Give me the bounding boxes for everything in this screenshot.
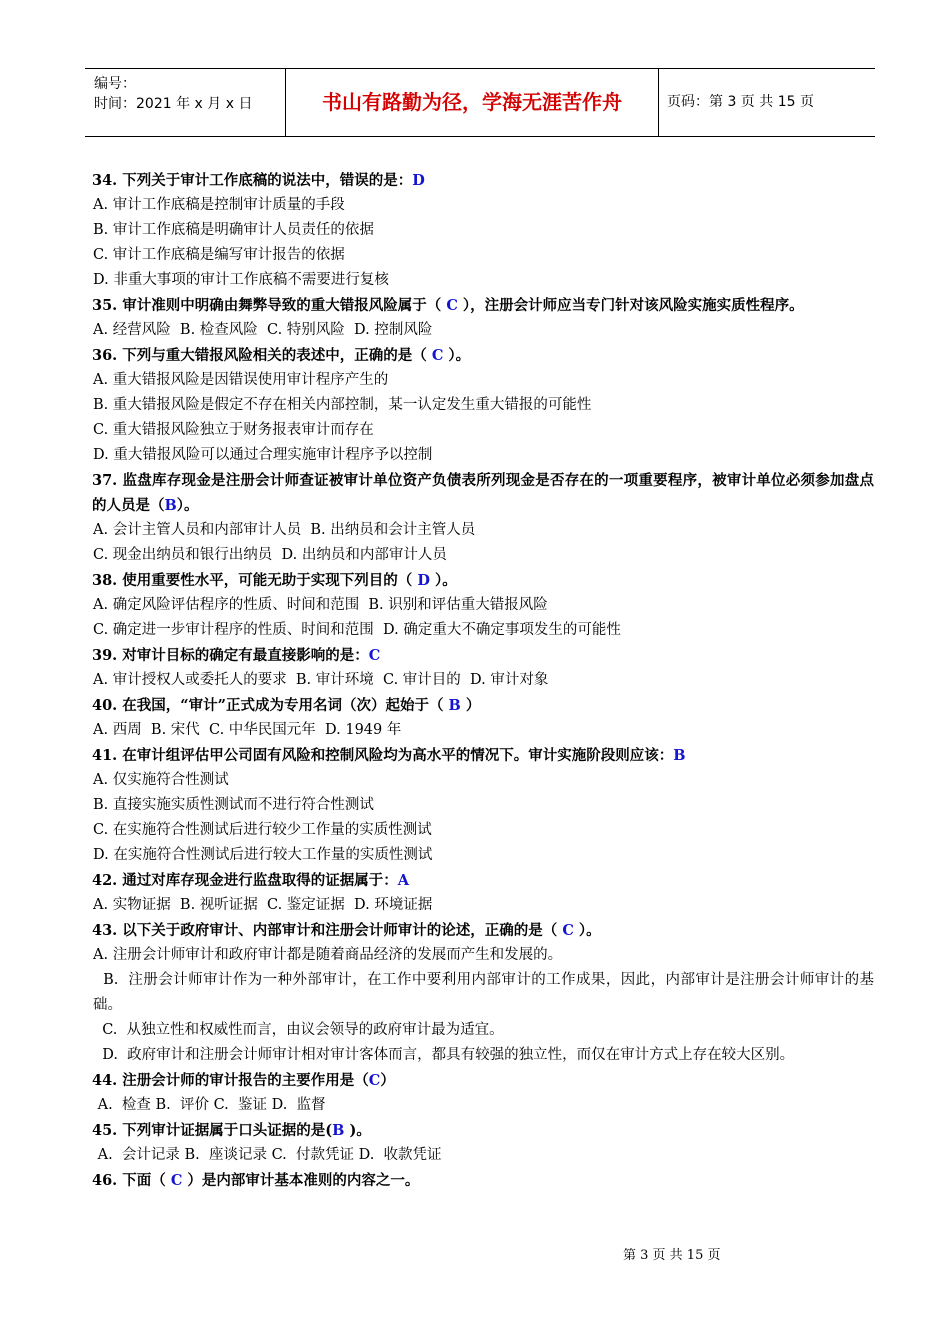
question-stem	[92, 693, 874, 718]
question-list	[92, 168, 874, 1193]
answer-option: A. 注册会计师审计和政府审计都是随着商品经济的发展而产生和发展的。	[93, 947, 563, 963]
header-motto: 书山有路勤为径，学海无涯苦作舟	[285, 69, 659, 136]
question-text: 35. 审计准则中明确由舞弊导致的重大错报风险属于（	[92, 297, 447, 314]
question-text-tail: ）。	[429, 572, 457, 589]
answer-option: C. 审计工作底稿是编写审计报告的依据	[93, 247, 345, 263]
question-text: 37. 监盘库存现金是注册会计师查证被审计单位资产负债表所列现金是否存在的一项重要程序，被审计单位必须参加盘点的人员是（	[92, 472, 874, 514]
page-footer: 第 3 页 共 15 页	[623, 1248, 721, 1263]
answer-option: A. 审计授权人或委托人的要求 B. 审计环境 C. 审计目的 D. 审计对象	[93, 672, 549, 688]
question-text-tail: ）	[380, 1072, 395, 1089]
question-stem	[92, 168, 874, 193]
question-text-tail: ）。	[176, 497, 199, 514]
answer-letter: C	[368, 1072, 381, 1089]
answer-option: A. 确定风险评估程序的性质、时间和范围 B. 识别和评估重大错报风险	[93, 597, 548, 613]
header-page-info: 页码：第 3 页 共 15 页	[667, 94, 814, 110]
question-text-tail: ）。	[573, 922, 601, 939]
answer-option: C. 重大错报风险独立于财务报表审计而存在	[93, 422, 374, 438]
answer-option: C. 确定进一步审计程序的性质、时间和范围 D. 确定重大不确定事项发生的可能性	[93, 622, 621, 638]
answer-option: C. 从独立性和权威性而言，由议会领导的政府审计最为适宜。	[93, 1022, 504, 1038]
question-stem	[92, 1118, 874, 1143]
answer-letter: B	[164, 497, 177, 514]
question-stem	[92, 868, 874, 893]
answer-option: D. 非重大事项的审计工作底稿不需要进行复核	[93, 272, 389, 288]
question-text: 38. 使用重要性水平，可能无助于实现下列目的（	[92, 572, 418, 589]
answer-option: D. 在实施符合性测试后进行较大工作量的实质性测试	[93, 847, 433, 863]
answer-letter: C	[446, 297, 458, 314]
answer-option: A. 会计主管人员和内部审计人员 B. 出纳员和会计主管人员	[93, 522, 476, 538]
question-text: 42. 通过对库存现金进行监盘取得的证据属于：	[92, 872, 398, 889]
question-stem	[92, 468, 874, 518]
answer-letter: A	[397, 872, 410, 889]
question-text: 44. 注册会计师的审计报告的主要作用是（	[92, 1072, 369, 1089]
question-text: 46. 下面（	[92, 1172, 171, 1189]
answer-option: A. 仅实施符合性测试	[93, 772, 229, 788]
question-stem	[92, 918, 874, 943]
answer-option: A. 重大错报风险是因错误使用审计程序产生的	[93, 372, 389, 388]
question-stem	[92, 743, 874, 768]
question-text-tail: ）	[460, 697, 481, 714]
answer-letter: B	[448, 697, 461, 714]
answer-option: A. 实物证据 B. 视听证据 C. 鉴定证据 D. 环境证据	[93, 897, 433, 913]
answer-letter: B	[332, 1122, 345, 1139]
question-text: 34. 下列关于审计工作底稿的说法中，错误的是：	[92, 172, 413, 189]
question-text-tail: ）。	[443, 347, 471, 364]
question-text: 39. 对审计目标的确定有最直接影响的是：	[92, 647, 369, 664]
question-stem	[92, 1168, 874, 1193]
question-text: 36. 下列与重大错报风险相关的表述中，正确的是（	[92, 347, 432, 364]
time-label: 时间：2021 年 x 月 x 日	[94, 96, 253, 112]
question-stem	[92, 1068, 874, 1093]
answer-option: A. 经营风险 B. 检查风险 C. 特别风险 D. 控制风险	[93, 322, 433, 338]
answer-letter: B	[673, 747, 686, 764]
header-meta	[85, 69, 285, 136]
question-stem	[92, 643, 874, 668]
answer-option: C. 现金出纳员和银行出纳员 D. 出纳员和内部审计人员	[93, 547, 447, 563]
answer-option: B. 审计工作底稿是明确审计人员责任的依据	[93, 222, 374, 238]
question-text-tail: ）是内部审计基本准则的内容之一。	[182, 1172, 420, 1189]
question-text: 43. 以下关于政府审计、内部审计和注册会计师审计的论述，正确的是（	[92, 922, 563, 939]
question-stem	[92, 293, 874, 318]
page-header	[85, 68, 875, 137]
question-stem	[92, 343, 874, 368]
answer-option: C. 在实施符合性测试后进行较少工作量的实质性测试	[93, 822, 432, 838]
answer-letter: C	[562, 922, 574, 939]
question-text-tail: )。	[344, 1122, 371, 1139]
answer-letter: C	[431, 347, 444, 364]
answer-option: A. 审计工作底稿是控制审计质量的手段	[93, 197, 345, 213]
answer-option: A. 检查 B. 评价 C. 鉴证 D. 监督	[93, 1097, 326, 1113]
question-text: 40. 在我国，“审计”正式成为专用名词（次）起始于（	[92, 697, 449, 714]
answer-letter: D	[417, 572, 430, 589]
answer-option: D. 重大错报风险可以通过合理实施审计程序予以控制	[93, 447, 433, 463]
question-text-tail: ），注册会计师应当专门针对该风险实施实质性程序。	[457, 297, 804, 314]
question-text: 41. 在审计组评估甲公司固有风险和控制风险均为高水平的情况下。审计实施阶段则应该：	[92, 747, 674, 764]
question-stem	[92, 568, 874, 593]
number-label: 编号：	[94, 76, 136, 92]
answer-letter: C	[170, 1172, 183, 1189]
answer-option: D. 政府审计和注册会计师审计相对审计客体而言，都具有较强的独立性，而仅在审计方式上存在较大区别。	[93, 1047, 795, 1063]
answer-letter: D	[412, 172, 425, 189]
answer-option: B. 重大错报风险是假定不存在相关内部控制，某一认定发生重大错报的可能性	[93, 397, 592, 413]
answer-option: A. 西周 B. 宋代 C. 中华民国元年 D. 1949 年	[93, 722, 402, 738]
answer-option: B. 直接实施实质性测试而不进行符合性测试	[93, 797, 374, 813]
answer-option: B. 注册会计师审计作为一种外部审计，在工作中要利用内部审计的工作成果，因此，内部审计是注册会计师审计的基础。	[93, 972, 874, 1013]
answer-letter: C	[368, 647, 381, 664]
question-text: 45. 下列审计证据属于口头证据的是(	[92, 1122, 333, 1139]
answer-option: A. 会计记录 B. 座谈记录 C. 付款凭证 D. 收款凭证	[93, 1147, 442, 1163]
